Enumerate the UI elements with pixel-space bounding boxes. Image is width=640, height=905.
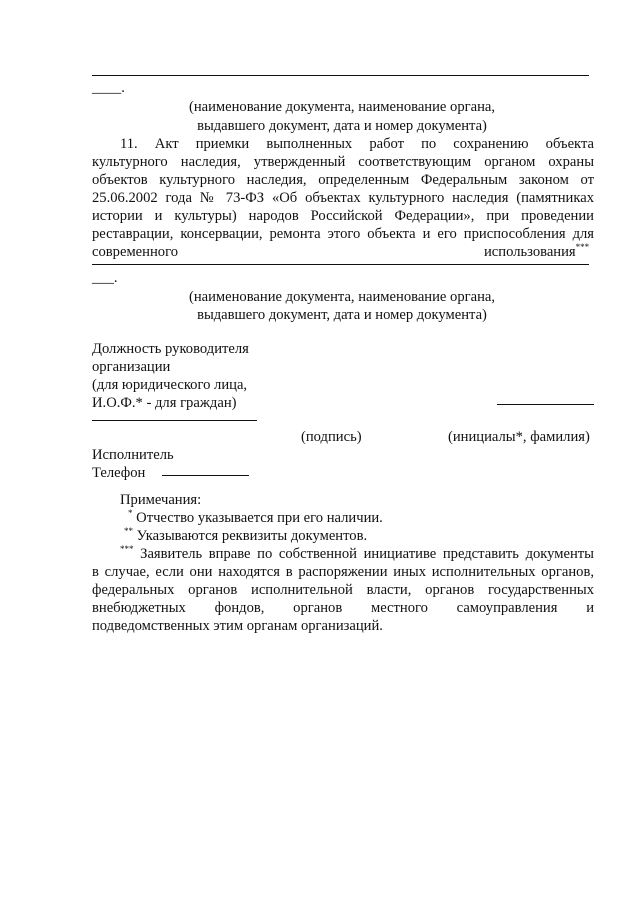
note3-line2: в случае, если они находятся в распоряжении иных исполнительных органов, xyxy=(92,564,594,580)
item11-line2: культурного наследия, утвержденный соответствующим органом охраны xyxy=(92,154,594,170)
item11-underline-tail: ___. xyxy=(92,270,118,286)
note1 xyxy=(128,509,383,527)
item11-line3: объектов культурного наследия, определенным Федеральным законом от xyxy=(92,172,594,188)
note3-line4: внебюджетных фондов, органов местного самоуправления и xyxy=(92,600,594,616)
position-line4: И.О.Ф.* - для граждан) xyxy=(92,395,237,411)
note1-text: Отчество указывается при его наличии. xyxy=(136,510,383,526)
top-fill-line xyxy=(92,75,589,76)
item11-line4: 25.06.2002 года № 73-ФЗ «Об объектах культурного наследия (памятниках xyxy=(92,190,594,206)
note3-mark: *** xyxy=(120,544,134,555)
position-line1: Должность руководителя xyxy=(92,341,249,357)
note2-mark: ** xyxy=(124,526,133,537)
initials-caption: (инициалы*, фамилия) xyxy=(448,429,590,445)
note3-line5: подведомственных этим органам организаций. xyxy=(92,618,383,634)
notes-heading: Примечания: xyxy=(120,492,202,508)
phone-fill-line xyxy=(162,475,249,476)
position-fill-line xyxy=(92,420,257,421)
phone-label: Телефон xyxy=(92,465,146,481)
executor-label: Исполнитель xyxy=(92,447,174,463)
item11-line7-left: современного xyxy=(92,244,178,260)
position-line3: (для юридического лица, xyxy=(92,377,248,393)
position-line2: организации xyxy=(92,359,171,375)
item11-line6: реставрации, консервации, ремонта этого объекта и его приспособления для xyxy=(92,226,594,242)
note3-line1-wrap xyxy=(120,545,594,563)
item11-caption-line2: выдавшего документ, дата и номер документа) xyxy=(197,307,487,323)
note3-line3: федеральных органов исполнительной власти, органов государственных xyxy=(92,582,594,598)
top-underline-tail: ____. xyxy=(92,80,125,96)
top-caption-line1: (наименование документа, наименование органа, xyxy=(188,99,496,115)
note1-mark: * xyxy=(128,508,133,519)
initials-fill-line xyxy=(497,404,594,405)
note3-line1: Заявитель вправе по собственной инициативе представить документы xyxy=(140,546,594,562)
signature-caption: (подпись) xyxy=(301,429,362,445)
item11-line5: истории и культуры) народов Российской Федерации», при проведении xyxy=(92,208,594,224)
note2 xyxy=(124,527,367,545)
item11-line7-right xyxy=(484,243,589,261)
top-caption-line2: выдавшего документ, дата и номер документа) xyxy=(197,118,487,134)
item11-footnote-mark: *** xyxy=(575,242,590,253)
item11-line7-right-text: использования xyxy=(484,244,576,260)
item11-fill-line xyxy=(92,264,589,265)
note2-text: Указываются реквизиты документов. xyxy=(136,528,368,544)
item11-line1: 11. Акт приемки выполненных работ по сохранению объекта xyxy=(120,136,594,152)
item11-caption-line1: (наименование документа, наименование органа, xyxy=(188,289,496,305)
